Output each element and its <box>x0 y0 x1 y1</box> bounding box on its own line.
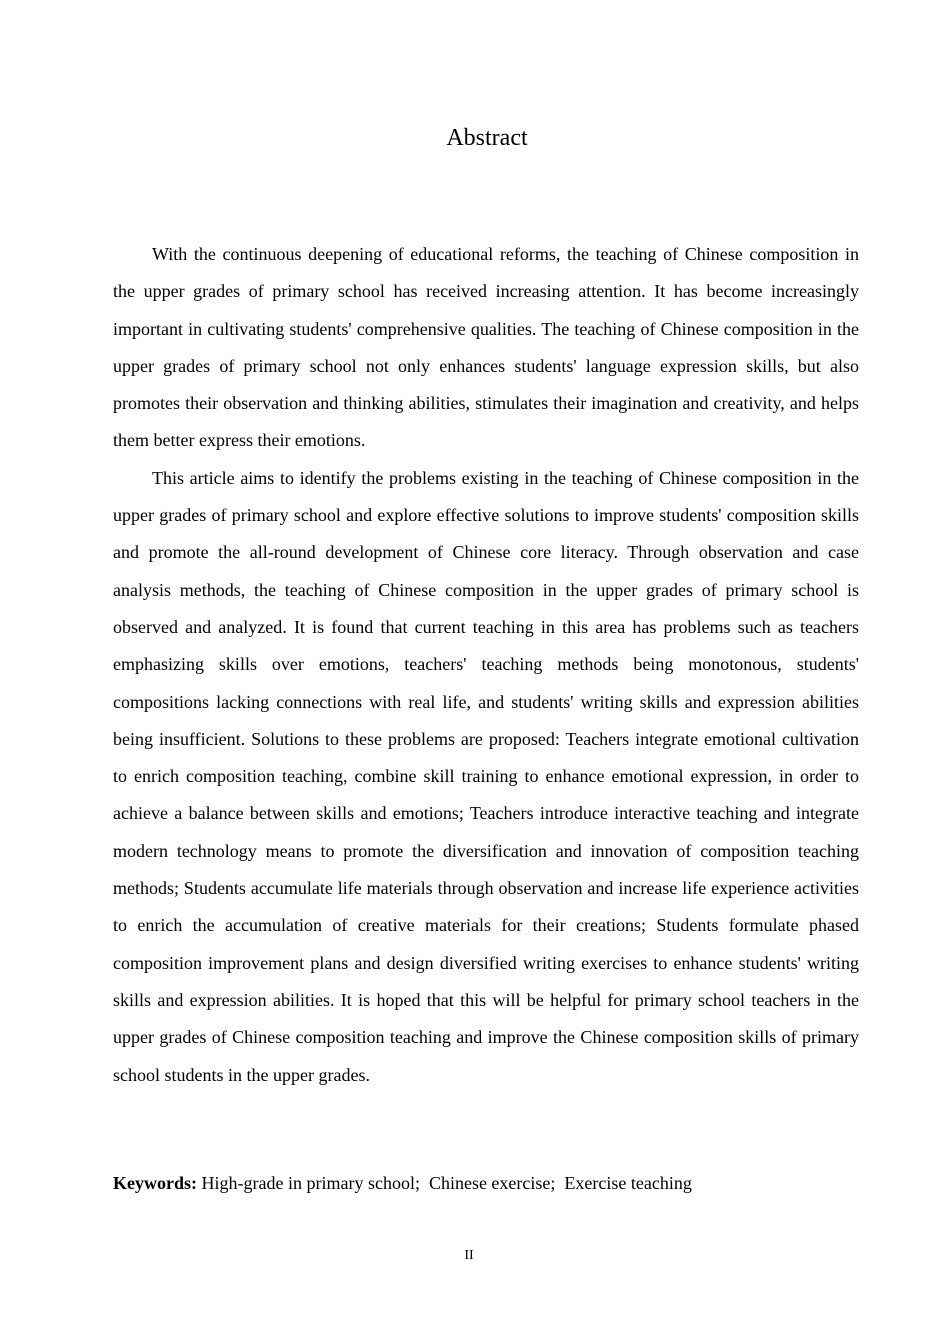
abstract-paragraph-1: With the continuous deepening of educational reforms, the teaching of Chinese composition in the upper grades of primary school has received increasing attention. It has become increasingly important in cultivating students' comprehensive qualities. The teaching of Chinese composition in the upper grades of primary school not only enhances students' language expression skills, but also promotes their observation and thinking abilities, stimulates their imagination and creativity, and helps them better express their emotions. <box>113 244 859 451</box>
abstract-title: Abstract <box>446 125 528 151</box>
keywords-text: High-grade in primary school; Chinese exercise; Exercise teaching <box>197 1173 692 1193</box>
keywords-label: Keywords: <box>113 1173 197 1193</box>
abstract-body <box>113 236 859 1094</box>
abstract-paragraph-2: This article aims to identify the problems existing in the teaching of Chinese composition in the upper grades of primary school and explore effective solutions to improve students' composition skills and promote the all-round development of Chinese core literacy. Through observation and case analysis methods, the teaching of Chinese composition in the upper grades of primary school is observed and analyzed. It is found that current teaching in this area has problems such as teachers emphasizing skills over emotions, teachers' teaching methods being monotonous, students' compositions lacking connections with real life, and students' writing skills and expression abilities being insufficient. Solutions to these problems are proposed: Teachers integrate emotional cultivation to enrich composition teaching, combine skill training to enhance emotional expression, in order to achieve a balance between skills and emotions; Teachers introduce interactive teaching and integrate modern technology means to promote the diversification and innovation of composition teaching methods; Students accumulate life materials through observation and increase life experience activities to enrich the accumulation of creative materials for their creations; Students formulate phased composition improvement plans and design diversified writing exercises to enhance students' writing skills and expression abilities. It is hoped that this will be helpful for primary school teachers in the upper grades of Chinese composition teaching and improve the Chinese composition skills of primary school students in the upper grades. <box>113 467 859 1085</box>
page-number: II <box>464 1248 474 1263</box>
keywords-line <box>113 1167 859 1199</box>
